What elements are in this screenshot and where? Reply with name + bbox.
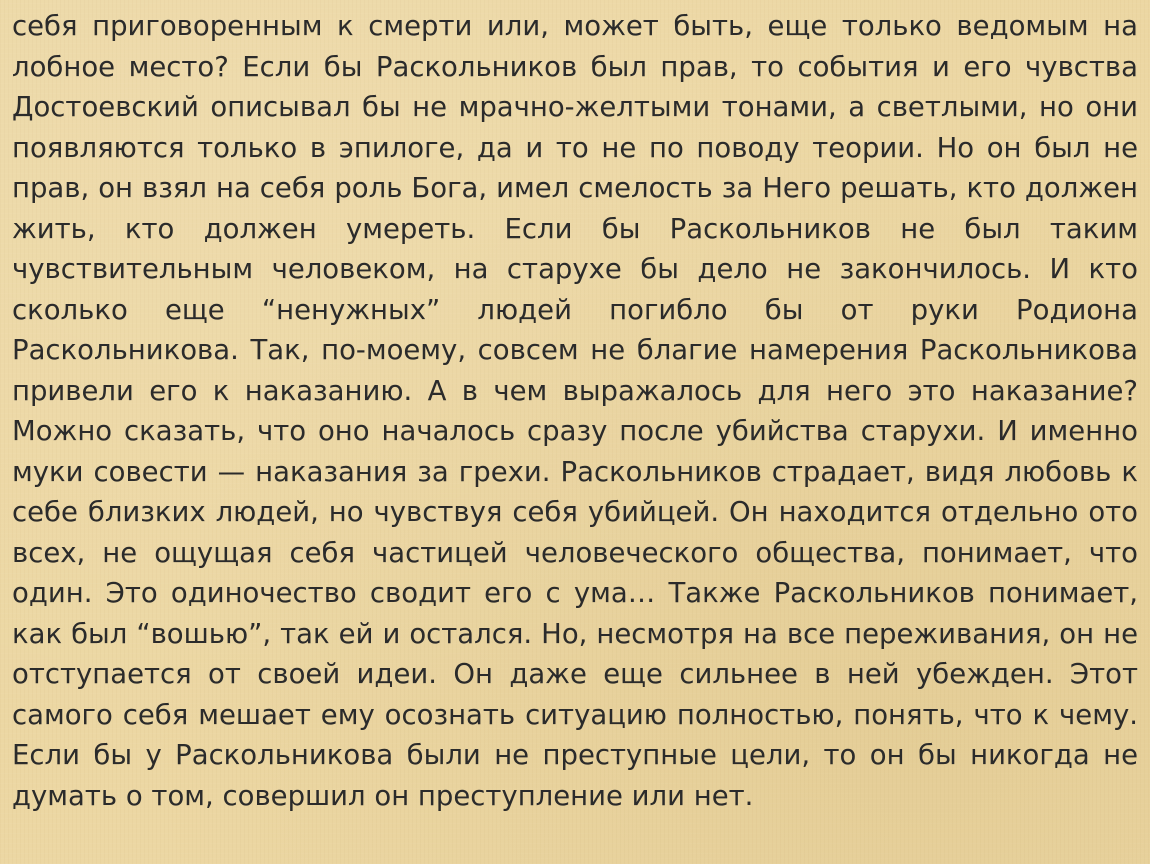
text-line-7: чувствительным человеком, на старухе бы дело не закончилось. И кто (12, 253, 1138, 285)
text-line-2: лобное место? Если бы Раскольников был прав, то события и его чувства (12, 50, 1138, 83)
text-line-5: прав, он взял на себя роль Бога, имел смелость за Него решать, кто должен (12, 172, 1138, 204)
essay-text (12, 6, 1138, 816)
text-line-19: Если бы у Раскольникова были не преступные цели, то он бы никогда не (12, 739, 1138, 771)
text-line-15: один. Это одиночество сводит его с ума… Также Раскольников понимает, (12, 577, 1138, 609)
text-line-8: сколько еще “ненужных” людей погибло бы от руки Родиона (12, 293, 1138, 326)
text-line-6: жить, кто должен умереть. Если бы Раскольников не был таким (12, 212, 1138, 245)
text-line-4: появляются только в эпилоге, да и то не по поводу теории. Но он был не (12, 131, 1138, 164)
text-line-11: Можно сказать, что оно началось сразу после убийства старухи. И именно (12, 415, 1138, 447)
text-line-3: Достоевский описывал бы не мрачно-желтыми тонами, а светлыми, но они (12, 91, 1138, 123)
text-line-18: самого себя мешает ему осознать ситуацию полностью, понять, что к чему. (12, 698, 1138, 731)
text-line-17: отступается от своей идеи. Он даже еще сильнее в ней убежден. Этот (12, 658, 1138, 690)
text-line-9: Раскольникова. Так, по-моему, совсем не благие намерения Раскольникова (12, 334, 1138, 366)
text-line-16: как был “вошью”, так ей и остался. Но, несмотря на все переживания, он не (12, 617, 1138, 650)
text-line-12: муки совести — наказания за грехи. Раскольников страдает, видя любовь к (12, 455, 1138, 488)
text-line-14: всех, не ощущая себя частицей человеческого общества, понимает, что (12, 536, 1138, 569)
text-line-13: себе близких людей, но чувствуя себя убийцей. Он находится отдельно ото (12, 496, 1138, 528)
text-line-1: себя приговоренным к смерти или, может быть, еще только ведомым на (12, 10, 1138, 42)
text-line-20: думать о том, совершил он преступление или нет. (12, 779, 754, 812)
text-line-10: привели его к наказанию. А в чем выражалось для него это наказание? (12, 374, 1138, 407)
